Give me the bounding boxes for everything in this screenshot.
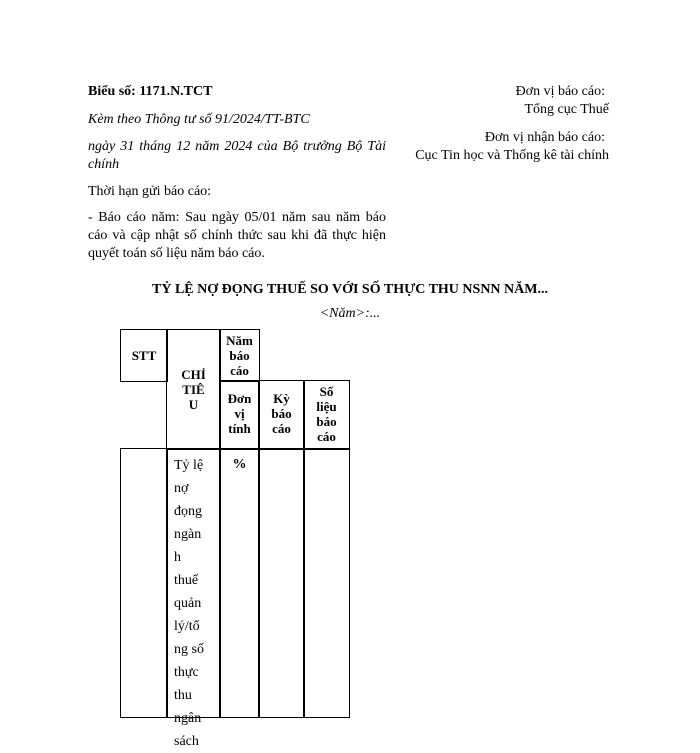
form-code: Biểu số: 1171.N.TCT [88, 84, 213, 99]
header-stt-label: STT [131, 348, 157, 363]
header-ky-bao-cao-label: Kỳ báo cáo [271, 391, 292, 436]
header-so-lieu-label: Số liệu báo cáo [316, 384, 337, 444]
header-nam-bao-cao-label: Năm báo cáo [226, 333, 253, 378]
attached-circular-line: Kèm theo Thông tư số 91/2024/TT-BTC [88, 112, 310, 127]
report-title: TỶ LỆ NỢ ĐỌNG THUẾ SO VỚI SỐ THỰC THU NSNN NĂM... [152, 282, 548, 297]
receiving-unit-value: Cục Tin học và Thống kê tài chính [415, 148, 609, 163]
row-cell-ky-bao-cao [258, 448, 305, 718]
receiving-unit-label: Đơn vị nhận báo cáo: [484, 130, 605, 145]
header-chi-tieu-label: CHỈ TIÊ U [181, 367, 206, 412]
header-cell-don-vi-tinh [219, 380, 260, 450]
row-don-vi-tinh-value: % [232, 457, 247, 472]
header-cell-nam-bao-cao [219, 329, 260, 382]
header-don-vi-tinh-label: Đơn vị tính [227, 391, 252, 436]
header-cell-so-lieu [303, 380, 350, 450]
reporting-unit-value: Tổng cục Thuế [524, 102, 609, 117]
issue-date-line: ngày 31 tháng 12 năm 2024 của Bộ trưởng Bộ Tài chính [88, 139, 386, 172]
row-cell-chi-tieu [166, 448, 221, 749]
header-cell-stt [120, 329, 168, 382]
row-chi-tieu-text: Tỷ lệ nợ đọng ngàn h thuế quản lý/tổ ng số thực thu ngân sách [174, 458, 204, 749]
reporting-unit-label: Đơn vị báo cáo: [515, 84, 605, 99]
row-cell-so-lieu [303, 448, 350, 718]
report-year-line: <Năm>:... [319, 306, 381, 321]
row-cell-don-vi-tinh [219, 448, 260, 718]
header-cell-ky-bao-cao [258, 380, 305, 450]
deadline-label: Thời hạn gửi báo cáo: [88, 184, 212, 199]
header-cell-chi-tieu [166, 329, 221, 450]
deadline-note: - Báo cáo năm: Sau ngày 05/01 năm sau năm báo cáo và cập nhật số chính thức sau khi đã thực hiện quyết toán số liệu năm báo cáo. [88, 210, 386, 261]
row-cell-stt [120, 448, 168, 718]
